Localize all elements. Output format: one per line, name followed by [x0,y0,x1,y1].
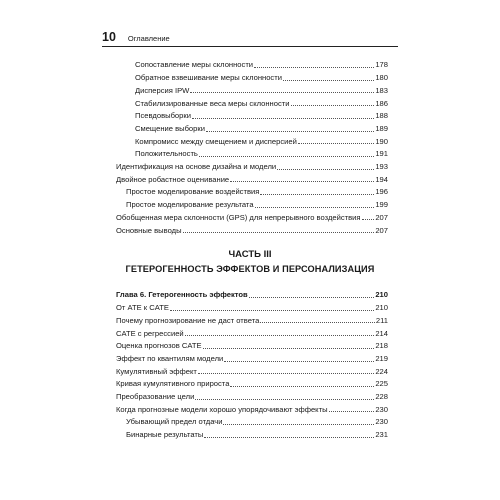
toc-leader-dots [190,91,374,93]
toc-entry[interactable] [116,211,388,221]
toc-leader-dots [255,206,375,208]
toc-leader-dots [224,360,374,362]
toc-entry[interactable] [116,403,388,413]
toc-leader-dots [195,398,374,400]
toc-entry[interactable] [116,340,388,350]
toc-entry-title: Дисперсия IPW [135,85,190,95]
toc-entry[interactable] [116,224,388,234]
toc-entry-page: 180 [375,73,388,83]
toc-entry-page: 207 [375,225,388,235]
toc-entry[interactable] [116,378,388,388]
toc-entry-title: Основные выводы [116,225,182,235]
toc-entry-page: 199 [375,200,388,210]
toc-leader-dots [329,410,375,412]
toc-entry[interactable] [116,161,388,171]
toc-entry-page: 188 [375,111,388,121]
toc-entry-title: Кривая кумулятивного прироста [116,379,230,389]
toc-entry-page: 230 [375,417,388,427]
toc-entry[interactable] [135,148,388,158]
toc-entry-page: 196 [375,187,388,197]
toc-entry[interactable] [135,123,388,133]
toc-leader-dots [199,155,374,157]
toc-entry[interactable] [126,199,388,209]
toc-entry[interactable] [116,353,388,363]
toc-entry[interactable] [135,84,388,94]
toc-leader-dots [230,385,374,387]
toc-entry[interactable] [116,391,388,401]
running-title: Оглавление [127,34,170,43]
toc-entry[interactable] [126,416,388,426]
toc-entry-title: Положительность [135,149,198,159]
toc-entry[interactable] [116,314,388,324]
toc-entry-title: Стабилизированные веса меры склонности [135,98,290,108]
toc-entry-title: Простое моделирование результата [126,200,254,210]
toc-entry-page: 228 [375,392,388,401]
toc-entry-page: 225 [375,379,388,389]
toc-entry-title: Когда прогнозные модели хорошо упорядочивают эффекты [116,404,328,414]
toc-entry-page: 231 [375,430,388,440]
toc-entry-page: 191 [375,149,388,159]
toc-entry-title: Эффект по квантилям модели [116,353,224,363]
toc-entry-title: Кумулятивный эффект [116,366,197,376]
toc-entry-page: 207 [375,212,388,222]
toc-leader-dots [291,104,375,106]
toc-entry-page: 210 [375,303,388,313]
toc-entry-page: 189 [375,123,388,133]
toc-entry-page: 193 [375,162,388,171]
toc-entry-title: Бинарные результаты [126,430,204,440]
part-title: ГЕТЕРОГЕННОСТЬ ЭФФЕКТОВ И ПЕРСОНАЛИЗАЦИЯ [125,264,375,274]
toc-entry[interactable] [126,429,388,439]
toc-entry[interactable] [126,186,388,196]
toc-entry[interactable] [135,59,388,69]
toc-entry-page: 210 [375,290,388,300]
toc-entry-page: 211 [375,315,388,325]
toc-entry-page: 183 [375,85,388,95]
toc-entry[interactable] [116,365,388,375]
toc-entry[interactable] [135,72,388,82]
toc-entry-page: 224 [375,366,388,376]
toc-leader-dots [298,142,374,144]
header-rule [102,46,398,47]
toc-entry[interactable] [116,327,388,337]
toc-entry-title: Глава 6. Гетерогенность эффектов [116,290,248,300]
toc-entry-title: От ATE к CATE [116,303,169,313]
toc-entry-page: 194 [375,174,388,184]
toc-leader-dots [223,423,374,425]
toc-leader-dots [362,218,375,220]
toc-entry-page: 190 [375,136,388,146]
toc-entry-title: Оценка прогнозов CATE [116,341,202,351]
toc-entry[interactable] [135,135,388,145]
toc-leader-dots [283,79,374,81]
toc-entry-title: Обратное взвешивание меры склонности [135,73,282,83]
toc-entry[interactable] [116,173,388,183]
toc-leader-dots [249,296,375,298]
toc-leader-dots [183,231,375,233]
toc-entry-title: Двойное робастное оценивание [116,174,230,184]
toc-entry-page: 218 [375,341,388,351]
toc-leader-dots [192,117,374,119]
part-label: ЧАСТЬ III [228,249,272,260]
toc-entry-page: 178 [375,60,388,70]
page-number: 10 [102,30,116,44]
toc-entry-title: Компромисс между смещением и дисперсией [135,136,297,146]
toc-leader-dots [203,347,375,349]
toc-entry-page: 214 [375,328,388,338]
toc-entry-title: Простое моделирование воздействия [126,187,260,197]
toc-leader-dots [230,180,374,182]
toc-leader-dots [170,309,374,311]
toc-entry-title: Обобщенная мера склонности (GPS) для непрерывного воздействия [116,212,361,222]
toc-entry-title: Смещение выборки [135,123,205,133]
toc-entry-title: CATE с регрессией [116,328,184,338]
toc-leader-dots [204,436,374,438]
toc-entry-page: 186 [375,98,388,108]
toc-entry-page: 230 [375,404,388,414]
toc-entry-title: Сопоставление меры склонности [135,60,254,70]
toc-entry-title: Преобразование цели [116,392,195,401]
toc-leader-dots [260,321,375,323]
toc-entry-title: Убывающий предел отдачи [126,417,223,427]
toc-leader-dots [254,66,374,68]
toc-entry[interactable] [135,97,388,107]
toc-leader-dots [185,334,375,336]
toc-leader-dots [206,130,374,132]
toc-entry-page: 219 [375,353,388,363]
toc-entry-title: Идентификация на основе дизайна и модели [116,162,277,171]
page-header [102,30,398,44]
toc-entry[interactable] [116,289,388,299]
toc-leader-dots [198,372,374,374]
toc-entry[interactable] [135,110,388,120]
toc-leader-dots [260,193,374,195]
toc-leader-dots [277,168,374,170]
toc-entry-title: Псевдовыборки [135,111,191,121]
toc-entry[interactable] [116,302,388,312]
toc-entry-title: Почему прогнозирование не даст ответа [116,315,260,325]
